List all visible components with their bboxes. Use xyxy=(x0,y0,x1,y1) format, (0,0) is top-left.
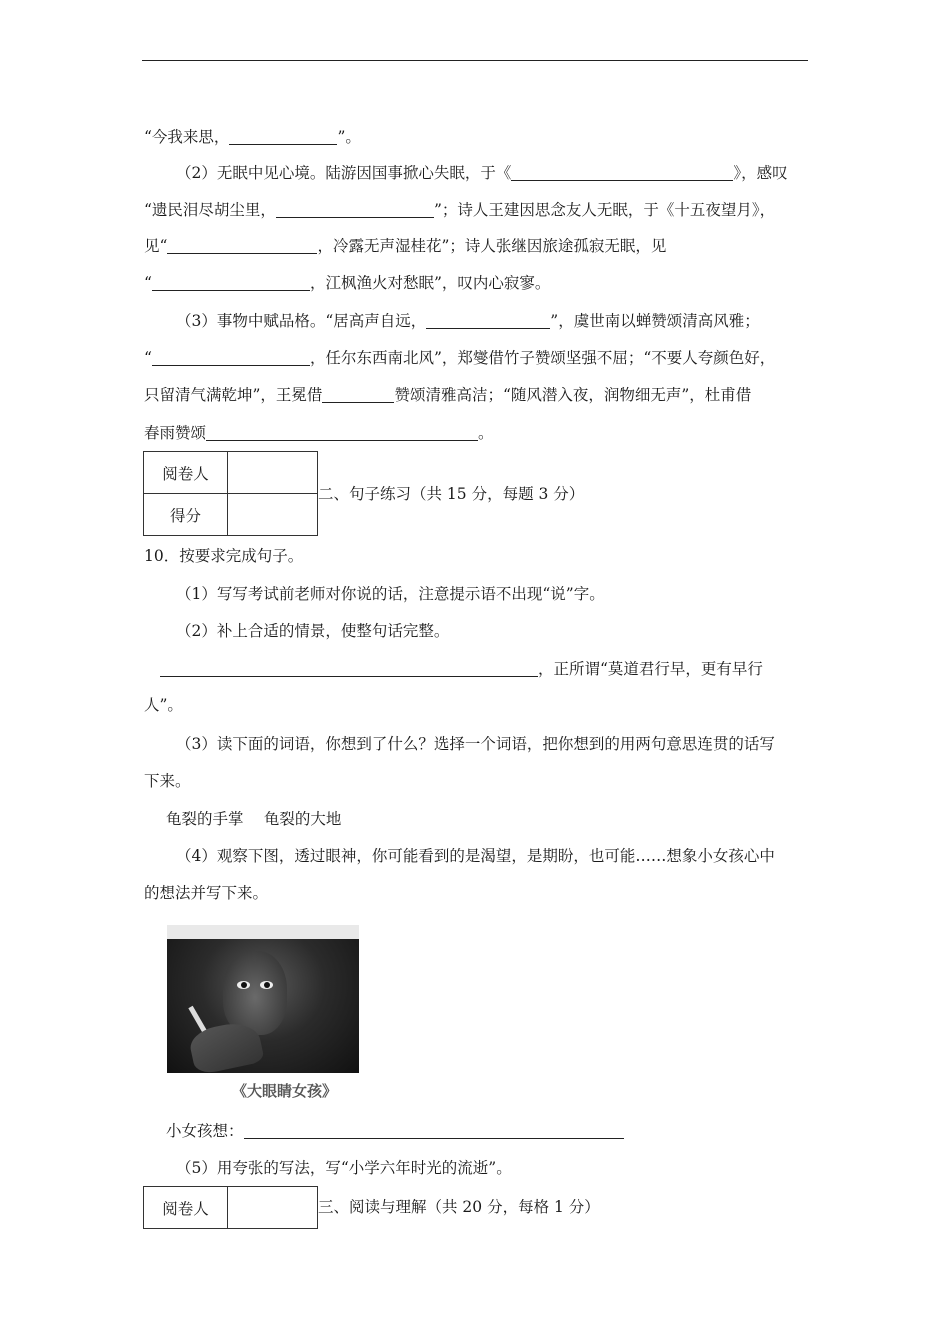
girl-face xyxy=(223,951,287,1035)
q9-1-tail xyxy=(144,126,361,148)
q9-2-line-4 xyxy=(144,272,550,294)
score-label: 得分 xyxy=(144,494,228,536)
q10-2-answer-line xyxy=(160,658,763,680)
q10-3-words: 龟裂的手掌 龟裂的大地 xyxy=(166,810,342,828)
answer-blank[interactable] xyxy=(511,164,733,181)
reviewer-label: 阅卷人 xyxy=(144,452,228,494)
text: 见“ xyxy=(144,237,168,255)
q10-3-line-1: （3）读下面的词语，你想到了什么？选择一个词语，把你想到的用两句意思连贯的话写 xyxy=(176,735,775,753)
answer-blank[interactable] xyxy=(426,312,550,329)
photo-top-band xyxy=(167,925,359,939)
answer-blank[interactable] xyxy=(152,349,310,366)
section-2-heading: 二、句子练习（共 15 分，每题 3 分） xyxy=(318,485,585,503)
text: “今我来思， xyxy=(144,128,230,146)
text: ”，虞世南以蝉赞颂清高风雅； xyxy=(550,312,760,330)
q9-3-line-1 xyxy=(176,310,760,332)
score-cell[interactable] xyxy=(228,494,318,536)
q10-3-line-2: 下来。 xyxy=(144,772,191,790)
reviewer-cell[interactable] xyxy=(228,452,318,494)
answer-blank[interactable] xyxy=(276,201,434,218)
text: ”。 xyxy=(337,128,361,146)
text: 。 xyxy=(478,424,494,442)
text: 小女孩想： xyxy=(166,1122,244,1140)
text: ，江枫渔火对愁眠”，叹内心寂寥。 xyxy=(309,274,551,292)
section-3-heading: 三、阅读与理解（共 20 分，每格 1 分） xyxy=(318,1198,600,1216)
text: （3）事物中赋品格。“居高声自远， xyxy=(176,312,427,330)
reviewer-cell[interactable] xyxy=(228,1187,318,1229)
text: “遗民泪尽胡尘里， xyxy=(144,201,276,219)
q9-3-line-2 xyxy=(144,347,775,369)
answer-blank[interactable] xyxy=(229,128,337,145)
q9-2-line-2 xyxy=(144,199,775,221)
answer-blank[interactable] xyxy=(244,1122,624,1139)
header-rule xyxy=(142,60,808,61)
grade-table-2 xyxy=(143,1186,318,1229)
answer-blank[interactable] xyxy=(206,424,478,441)
left-eye xyxy=(237,981,250,989)
answer-blank[interactable] xyxy=(167,237,317,254)
text: ”；诗人王建因思念友人无眠，于《十五夜望月》， xyxy=(433,201,776,219)
text: 赞颂清雅高洁；“随风潜入夜，润物细无声”，杜甫借 xyxy=(394,386,752,404)
q10-2-tail: 人”。 xyxy=(144,696,183,714)
q9-3-line-4 xyxy=(144,422,494,444)
answer-blank[interactable] xyxy=(152,274,310,291)
answer-blank[interactable] xyxy=(322,386,394,403)
text: “ xyxy=(144,349,152,367)
girl-photo xyxy=(167,925,359,1073)
reviewer-label: 阅卷人 xyxy=(144,1187,228,1229)
text: ，冷露无声湿桂花”；诗人张继因旅途孤寂无眠，见 xyxy=(317,237,667,255)
text: ，任尔东西南北风”，郑燮借竹子赞颂坚强不屈；“不要人夸颜色好， xyxy=(309,349,776,367)
q10-1: （1）写写考试前老师对你说的话，注意提示语不出现“说”字。 xyxy=(176,585,605,603)
q9-2-line-3 xyxy=(144,235,666,257)
text: （2）无眠中见心境。陆游因国事掀心失眠，于《 xyxy=(176,164,512,182)
text: 只留清气满乾坤”，王冕借 xyxy=(144,386,323,404)
text: 春雨赞颂 xyxy=(144,424,207,442)
grade-table xyxy=(143,451,318,536)
q10-4-answer xyxy=(166,1120,624,1142)
photo-caption: 《大眼睛女孩》 xyxy=(232,1082,338,1100)
q10-4-line-1: （4）观察下图，透过眼神，你可能看到的是渴望，是期盼，也可能……想象小女孩心中 xyxy=(176,847,775,865)
text: 》，感叹 xyxy=(733,164,788,182)
q10-title: 10．按要求完成句子。 xyxy=(144,547,304,565)
text: ，正所谓“莫道君行早，更有早行 xyxy=(538,660,763,678)
q9-3-line-3 xyxy=(144,384,751,406)
text: “ xyxy=(144,274,152,292)
q9-2-line-1 xyxy=(176,162,788,184)
q10-5: （5）用夸张的写法，写“小学六年时光的流逝”。 xyxy=(176,1159,512,1177)
right-eye xyxy=(260,981,273,989)
answer-blank[interactable] xyxy=(160,660,538,677)
q10-2: （2）补上合适的情景，使整句话完整。 xyxy=(176,622,450,640)
q10-4-line-2: 的想法并写下来。 xyxy=(144,884,269,902)
